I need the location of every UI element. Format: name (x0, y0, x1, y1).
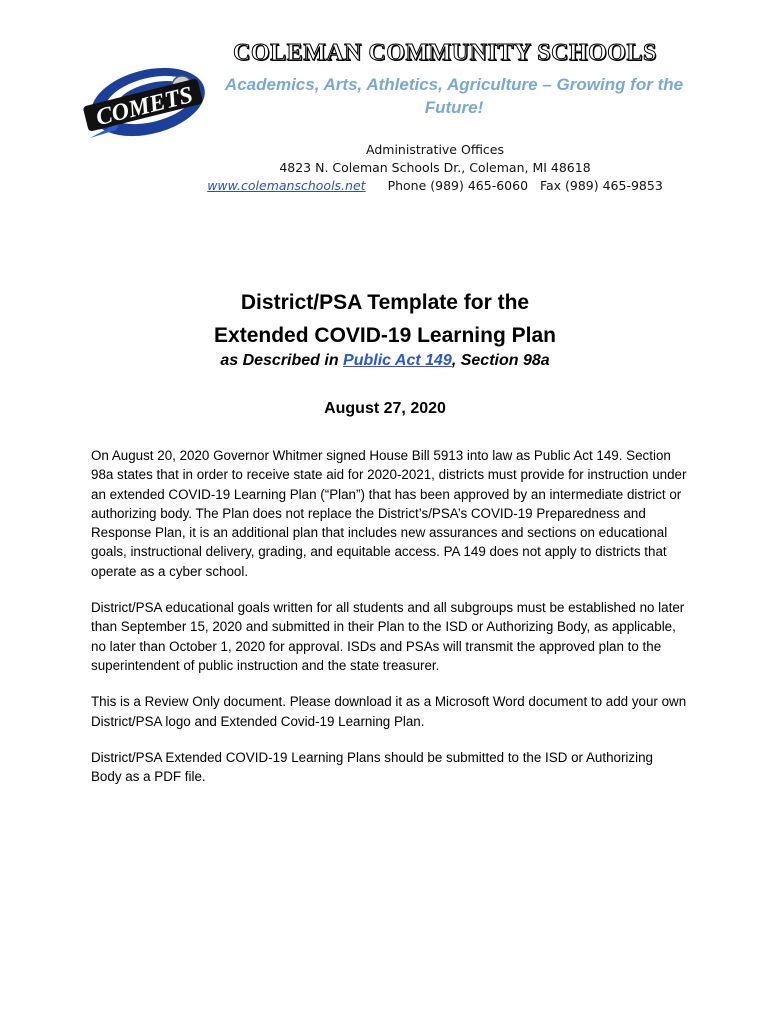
document-subtitle (0, 352, 770, 370)
office-address: 4823 N. Coleman Schools Dr., Coleman, MI 48618 (279, 160, 591, 175)
subtitle-prefix: as Described in (220, 352, 344, 369)
tagline: Academics, Arts, Athletics, Agriculture – Growing for the Future! (224, 75, 684, 117)
subtitle-suffix: , Section 98a (451, 352, 550, 369)
document-date: August 27, 2020 (324, 400, 446, 417)
contact-line (100, 177, 770, 195)
paragraph-4: District/PSA Extended COVID-19 Learning Plans should be submitted to the ISD or Authorizing Body as a PDF file. (91, 749, 653, 785)
office-label: Administrative Offices (366, 142, 504, 157)
comets-logo (80, 58, 210, 148)
organization-name: COLEMAN COMMUNITY SCHOOLS (233, 40, 657, 66)
logo-wordmark: COMETS (93, 82, 196, 132)
paragraph-1: On August 20, 2020 Governor Whitmer signed House Bill 5913 into law as Public Act 149. Section 98a states that in order to receive state aid for 2020-2021, districts must provide for instruction under an extended COVID-19 Learning Plan (“Plan”) that has been approved by an intermediate district or authorizing body. The Plan does not replace the District’s/PSA’s COVID-19 Preparedness and Response Plan, it is an additional plan that includes new assurances and sections on educational goals, instructional delivery, grading, and equitable access. PA 149 does not apply to districts that operate as a cyber school. (91, 448, 687, 579)
paragraph-2: District/PSA educational goals written for all students and all subgroups must be established no later than September 15, 2020 and submitted in their Plan to the ISD or Authorizing Body, as applicable, no later than October 1, 2020 for approval. ISDs and PSAs will transmit the approved plan to the superintendent of public instruction and the state treasurer. (91, 600, 685, 673)
public-act-link[interactable]: Public Act 149 (343, 352, 452, 369)
website-link[interactable]: www.colemanschools.net (207, 178, 366, 193)
paragraph-3: This is a Review Only document. Please download it as a Microsoft Word document to add your own District/PSA logo and Extended Covid-19 Learning Plan. (91, 694, 687, 729)
phone-fax: Phone (989) 465-6060 Fax (989) 465-9853 (387, 178, 663, 193)
office-contact-block (100, 141, 770, 195)
title-line-2: Extended COVID-19 Learning Plan (214, 324, 556, 347)
document-body (91, 446, 687, 803)
title-line-1: District/PSA Template for the (240, 291, 530, 314)
document-title (0, 286, 770, 352)
